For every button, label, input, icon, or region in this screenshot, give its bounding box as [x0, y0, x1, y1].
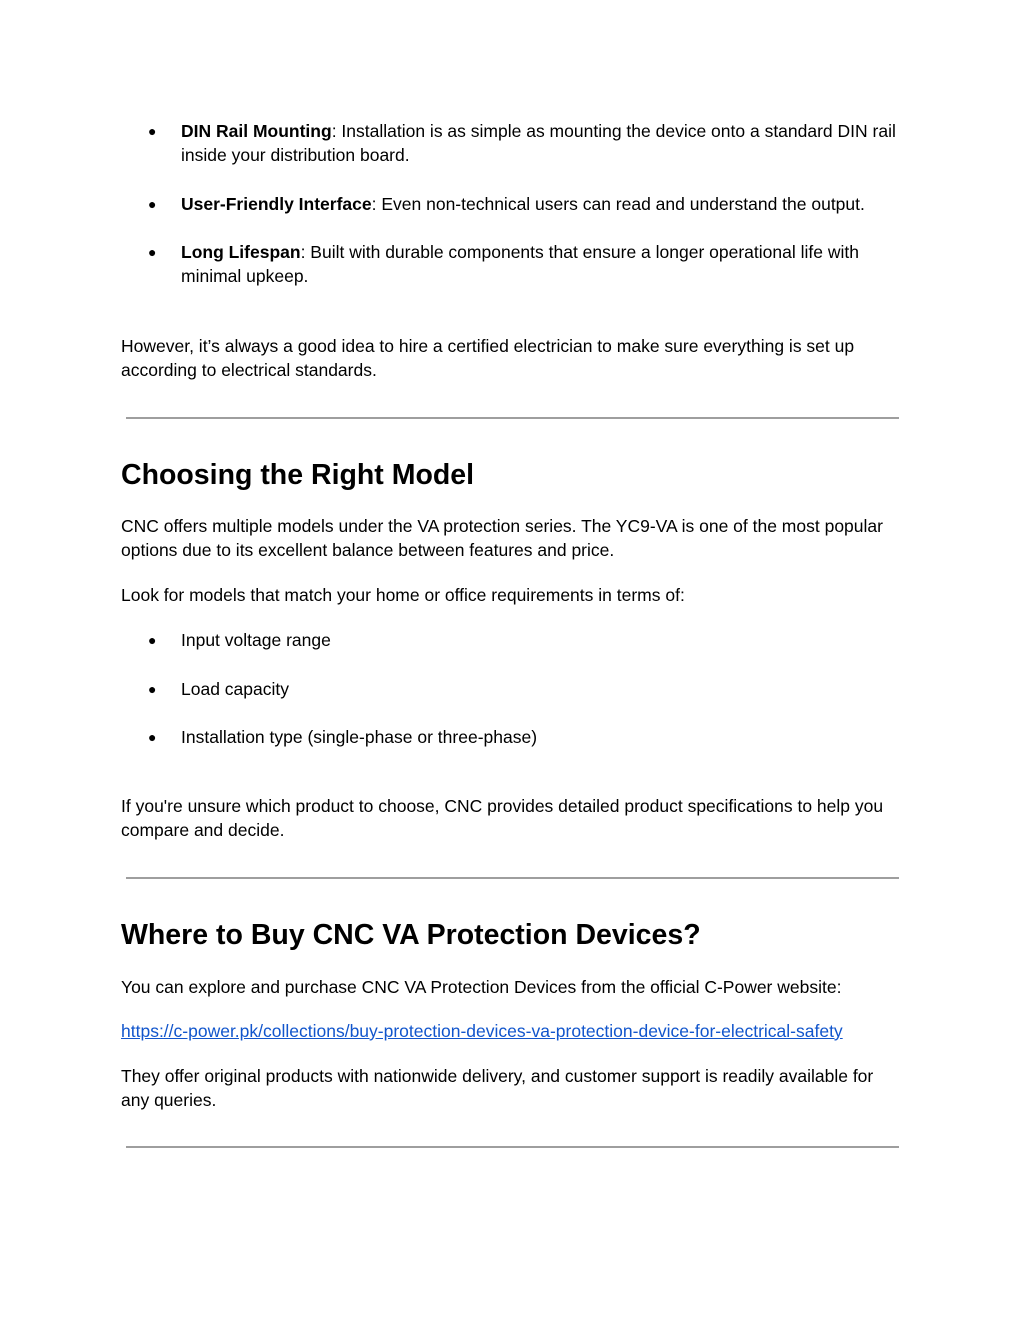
bullet-text: Input voltage range	[181, 630, 331, 650]
bullet-icon: ●	[148, 123, 157, 139]
model-lead-paragraph: Look for models that match your home or office requirements in terms of:	[121, 585, 685, 605]
buy-intro-paragraph: You can explore and purchase CNC VA Protection Devices from the official C-Power website:	[121, 977, 842, 997]
bullet-description: : Even non-technical users can read and understand the output.	[371, 194, 865, 214]
model-closing-paragraph: If you're unsure which product to choose, CNC provides detailed product specifications to help you compare and decide.	[121, 796, 884, 840]
bullet-icon: ●	[148, 196, 157, 212]
buy-closing-paragraph: They offer original products with nationwide delivery, and customer support is readily available for any queries.	[121, 1066, 874, 1110]
section-heading-model: Choosing the Right Model	[121, 459, 475, 491]
model-intro-paragraph: CNC offers multiple models under the VA protection series. The YC9-VA is one of the most popular options due to its excellent balance between features and price.	[121, 516, 883, 560]
section-heading-buy: Where to Buy CNC VA Protection Devices?	[121, 919, 701, 951]
product-collection-link[interactable]: https://c-power.pk/collections/buy-protection-devices-va-protection-device-for-electrical-safety	[121, 1021, 843, 1041]
bullet-term: User-Friendly Interface	[181, 194, 372, 214]
bullet-text: Load capacity	[181, 679, 289, 699]
bullet-term: Long Lifespan	[181, 242, 301, 262]
bullet-icon: ●	[148, 632, 157, 648]
horizontal-rule	[126, 417, 899, 419]
bullet-icon: ●	[148, 729, 157, 745]
horizontal-rule	[126, 877, 899, 879]
advice-paragraph: However, it’s always a good idea to hire a certified electrician to make sure everything is set up according to electrical standards.	[121, 336, 855, 380]
buy-link-paragraph	[121, 1019, 906, 1043]
bullet-text	[181, 240, 906, 288]
bullet-description: : Installation is as simple as mounting the device onto a standard DIN rail inside your distribution board.	[181, 121, 896, 165]
bullet-text	[181, 119, 906, 167]
bullet-text: Installation type (single-phase or three-phase)	[181, 727, 538, 747]
bullet-text	[181, 192, 906, 216]
bullet-icon: ●	[148, 681, 157, 697]
horizontal-rule	[126, 1146, 899, 1148]
bullet-icon: ●	[148, 244, 157, 260]
bullet-description: : Built with durable components that ensure a longer operational life with minimal upkeep.	[181, 242, 859, 286]
bullet-term: DIN Rail Mounting	[181, 121, 332, 141]
